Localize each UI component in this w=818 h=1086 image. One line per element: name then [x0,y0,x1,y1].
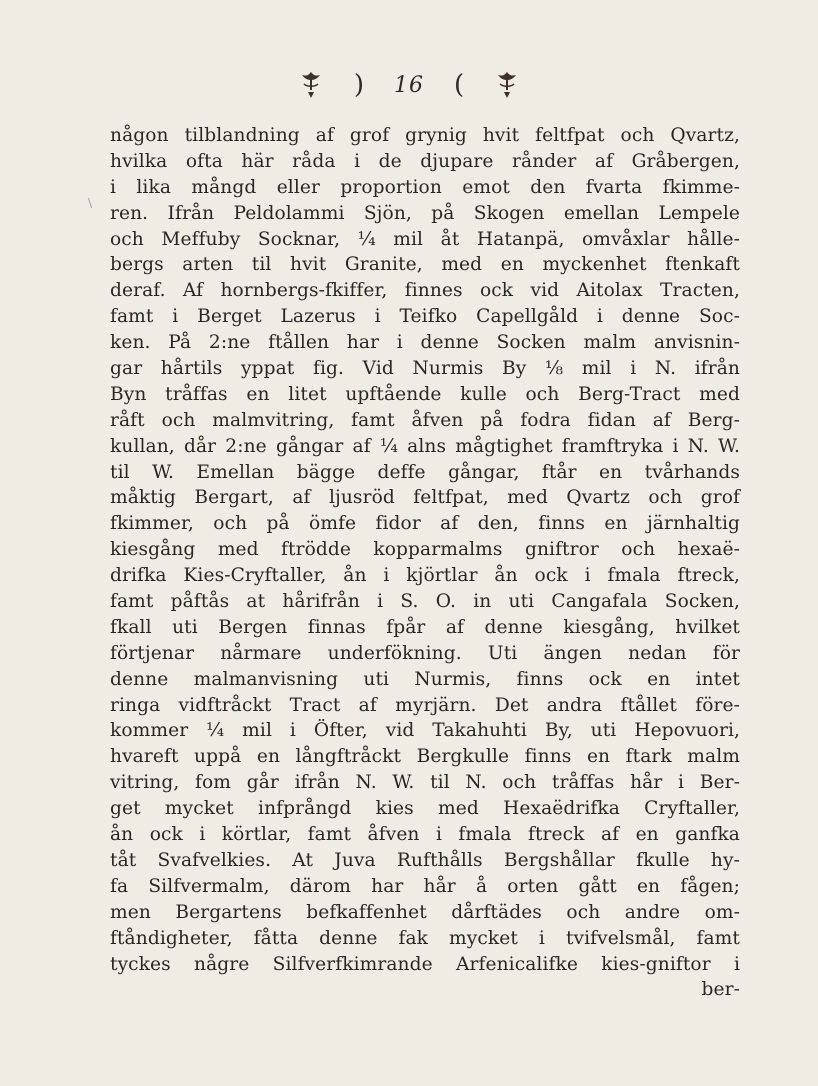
fleuron-ornament-left-icon [298,70,324,100]
text-line: get mycket infprångd kies med Hexaëdrifka Cryftaller, [110,798,740,820]
text-line: fkimmer, och på ömfe fidor af den, finns en järnhaltig [110,513,740,535]
text-line: fkall uti Bergen finnas fpår af denne kiesgång, hvilket [110,616,740,638]
page-number: 16 [394,72,424,98]
text-line: men Bergartens befkaffenhet dårftädes och andre om- [110,901,740,923]
text-line: bergs arten til hvit Granite, med en myckenhet ftenkaft [110,254,740,276]
text-line: denne malmanvisning uti Nurmis, finns ock en intet [110,668,740,690]
text-line: ren. Ifrån Peldolammi Sjön, på Skogen emellan Lempele [110,202,740,224]
text-line: ringa vidftråckt Tract af myrjärn. Det andra ftållet före- [110,694,740,716]
text-line: til W. Emellan bägge deffe gångar, ftår en tvårhands [110,461,740,483]
text-line: någon tilblandning af grof grynig hvit feltfpat och Qvartz, [110,125,740,146]
text-line: tåt Svafvelkies. At Juva Rufthålls Bergshållar fkulle hy- [110,849,740,871]
text-line: ftåndigheter, fåtta denne fak mycket i tvifvelsmål, famt [110,927,740,949]
text-line: kullan, dår 2:ne gångar af ¼ alns mågtighet framftryka i N. W. [110,435,740,457]
text-line: famt påftås at hårifrån i S. O. in uti Cangafala Socken, [110,591,740,613]
margin-mark: \ [88,196,93,210]
catchword: ber- [701,979,740,1001]
text-line: gar hårtils yppat fig. Vid Nurmis By ⅛ mil i N. ifrån [110,358,740,380]
text-line: Byn tråffas en litet upftående kulle och Berg-Tract med [110,383,740,405]
text-line: famt i Berget Lazerus i Teifko Capellgåld i denne Soc- [110,306,740,328]
text-line: hvilka ofta här råda i de djupare rånder af Gråbergen, [110,150,740,172]
text-line: tyckes någre Silfverfkimrande Arfenicalifke kies-gniftor i [110,953,740,975]
text-line: i lika mångd eller proportion emot den fvarta fkimme- [110,176,740,198]
text-line: hvareft uppå en långftråckt Bergkulle finns en ftark malm [110,746,740,768]
text-line: fa Silfvermalm, därom har hår å orten gått en fågen; [110,875,740,897]
text-line: ån ock i körtlar, famt åfven i fmala ftreck af en ganfka [110,824,740,846]
text-line: vitring, fom går ifrån N. W. til N. och tråffas hår i Ber- [110,772,740,794]
body-text [110,123,740,1003]
text-line: deraf. Af hornbergs-fkiffer, finnes ock vid Aitolax Tracten, [110,280,740,302]
page-header [0,70,818,100]
text-line: måktig Bergart, af ljusröd feltfpat, med Qvartz och grof [110,487,740,509]
header-paren-left: ) [353,70,364,100]
text-line: kommer ¼ mil i Öfter, vid Takahuhti By, uti Hepovuori, [110,720,740,742]
text-line: drifka Kies-Cryftaller, ån i kjörtlar ån ock i fmala ftreck, [110,565,740,587]
text-line: och Meffuby Socknar, ¼ mil åt Hatanpä, omvåxlar hålle- [110,228,740,250]
text-line: ken. På 2:ne ftållen har i denne Socken malm anvisnin- [110,332,740,354]
fleuron-ornament-right-icon [494,70,520,100]
text-line: förtjenar nårmare underfökning. Uti ängen nedan för [110,642,740,664]
header-paren-right: ( [454,70,465,100]
text-line: kiesgång med ftrödde kopparmalms gniftror och hexaë- [110,539,740,561]
text-line: råft och malmvitring, famt åfven på fodra fidan af Berg- [110,409,740,431]
